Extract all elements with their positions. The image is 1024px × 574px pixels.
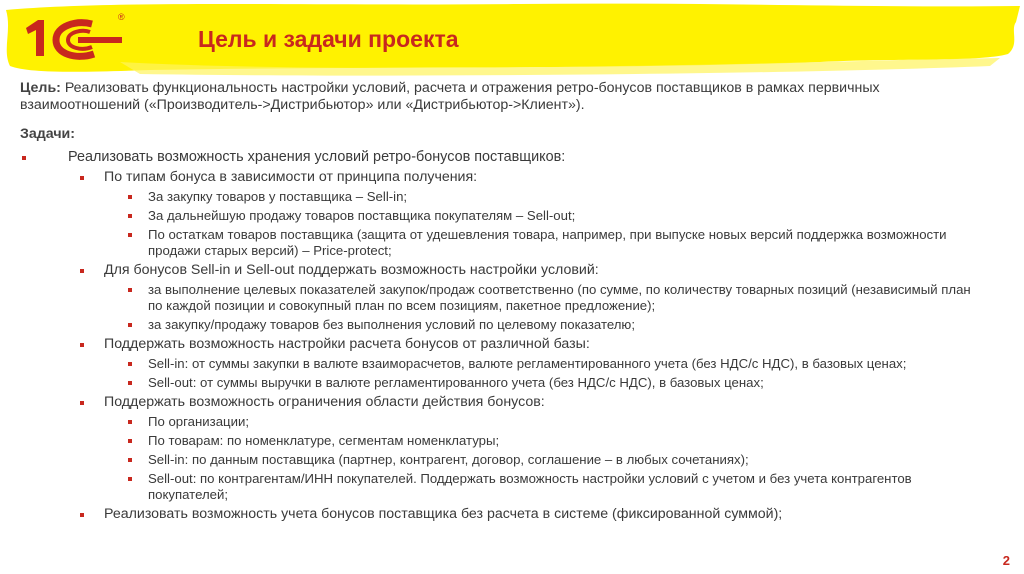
task-item-level-2	[20, 227, 985, 259]
bullet-square-icon	[128, 381, 132, 385]
task-item-level-1	[20, 394, 985, 411]
bullet-square-icon	[128, 288, 132, 292]
bullet-square-icon	[80, 401, 84, 405]
task-item-level-2	[20, 282, 985, 314]
bullet-square-icon	[128, 214, 132, 218]
bullet-square-icon	[80, 343, 84, 347]
bullet-square-icon	[80, 176, 84, 180]
bullet-square-icon	[128, 233, 132, 237]
slide-body	[20, 80, 985, 526]
task-item-text: По остаткам товаров поставщика (защита от удешевления товара, например, при выпуске новых версий поддержка возможности продажи старых версий) – Price-protect;	[148, 227, 947, 258]
bullet-square-icon	[128, 420, 132, 424]
task-list	[20, 149, 985, 523]
task-item-text: За дальнейшую продажу товаров поставщика покупателям – Sell-out;	[148, 208, 576, 223]
yellow-brush-stroke	[0, 0, 1024, 80]
1c-logo	[20, 14, 132, 62]
task-item-level-2	[20, 471, 985, 503]
task-item-level-2	[20, 356, 985, 372]
task-item-level-1	[20, 506, 985, 523]
task-item-text: Sell-out: от суммы выручки в валюте регламентированного учета (без НДС/с НДС), в базовых ценах;	[148, 375, 764, 390]
task-item-text: Sell-in: от суммы закупки в валюте взаиморасчетов, валюте регламентированного учета (без НДС/с НДС), в базовых ценах;	[148, 356, 907, 371]
bullet-square-icon	[128, 439, 132, 443]
goal-label: Цель:	[20, 80, 61, 96]
task-item-text: За закупку товаров у поставщика – Sell-in;	[148, 189, 408, 204]
task-item-text: за выполнение целевых показателей закупок/продаж соответственно (по сумме, по количеству товарных позиций (независимый план по каждой позиции и совокупный план по всем позициям, пакетное предложение);	[148, 282, 971, 313]
task-item-level-2	[20, 452, 985, 468]
task-item-level-0	[20, 149, 985, 166]
task-item-level-2	[20, 189, 985, 205]
task-item-level-1	[20, 169, 985, 186]
goal-paragraph	[20, 80, 985, 114]
bullet-square-icon	[128, 195, 132, 199]
task-item-text: Sell-out: по контрагентам/ИНН покупателей. Поддержать возможность настройки условий с учетом и без учета контрагентов покупателей;	[148, 471, 912, 502]
slide-header	[0, 0, 1024, 80]
task-item-text: за закупку/продажу товаров без выполнения условий по целевому показателю;	[148, 317, 635, 332]
task-item-level-2	[20, 414, 985, 430]
task-item-text: Sell-in: по данным поставщика (партнер, контрагент, договор, соглашение – в любых сочетаниях);	[148, 452, 749, 467]
bullet-square-icon	[128, 477, 132, 481]
task-item-text: По типам бонуса в зависимости от принципа получения:	[104, 169, 478, 185]
bullet-square-icon	[80, 269, 84, 273]
task-item-text: Для бонусов Sell-in и Sell-out поддержать возможность настройки условий:	[104, 262, 599, 278]
task-item-text: Реализовать возможность хранения условий ретро-бонусов поставщиков:	[68, 149, 566, 165]
task-item-level-2	[20, 208, 985, 224]
task-item-text: По организации;	[148, 414, 249, 429]
task-item-text: Поддержать возможность ограничения области действия бонусов:	[104, 394, 545, 410]
task-item-level-1	[20, 336, 985, 353]
task-item-text: Реализовать возможность учета бонусов поставщика без расчета в системе (фиксированной суммой);	[104, 506, 783, 522]
slide-title: Цель и задачи проекта	[198, 26, 459, 52]
task-item-text: По товарам: по номенклатуре, сегментам номенклатуры;	[148, 433, 500, 448]
task-item-level-2	[20, 433, 985, 449]
bullet-square-icon	[128, 323, 132, 327]
task-item-level-2	[20, 375, 985, 391]
goal-text: Реализовать функциональность настройки условий, расчета и отражения ретро-бонусов поставщиков в рамках первичных взаимоотношений («Производитель->Дистрибьютор» или «Дистрибьютор->Клиент»).	[20, 80, 880, 113]
bullet-square-icon	[80, 513, 84, 517]
registered-mark: ®	[118, 12, 125, 22]
task-item-text: Поддержать возможность настройки расчета бонусов от различной базы:	[104, 336, 590, 352]
page-number: 2	[1002, 553, 1010, 568]
bullet-square-icon	[128, 458, 132, 462]
task-item-level-1	[20, 262, 985, 279]
tasks-label: Задачи:	[20, 126, 76, 142]
bullet-square-icon	[128, 362, 132, 366]
bullet-square-icon	[22, 156, 26, 160]
task-item-level-2	[20, 317, 985, 333]
